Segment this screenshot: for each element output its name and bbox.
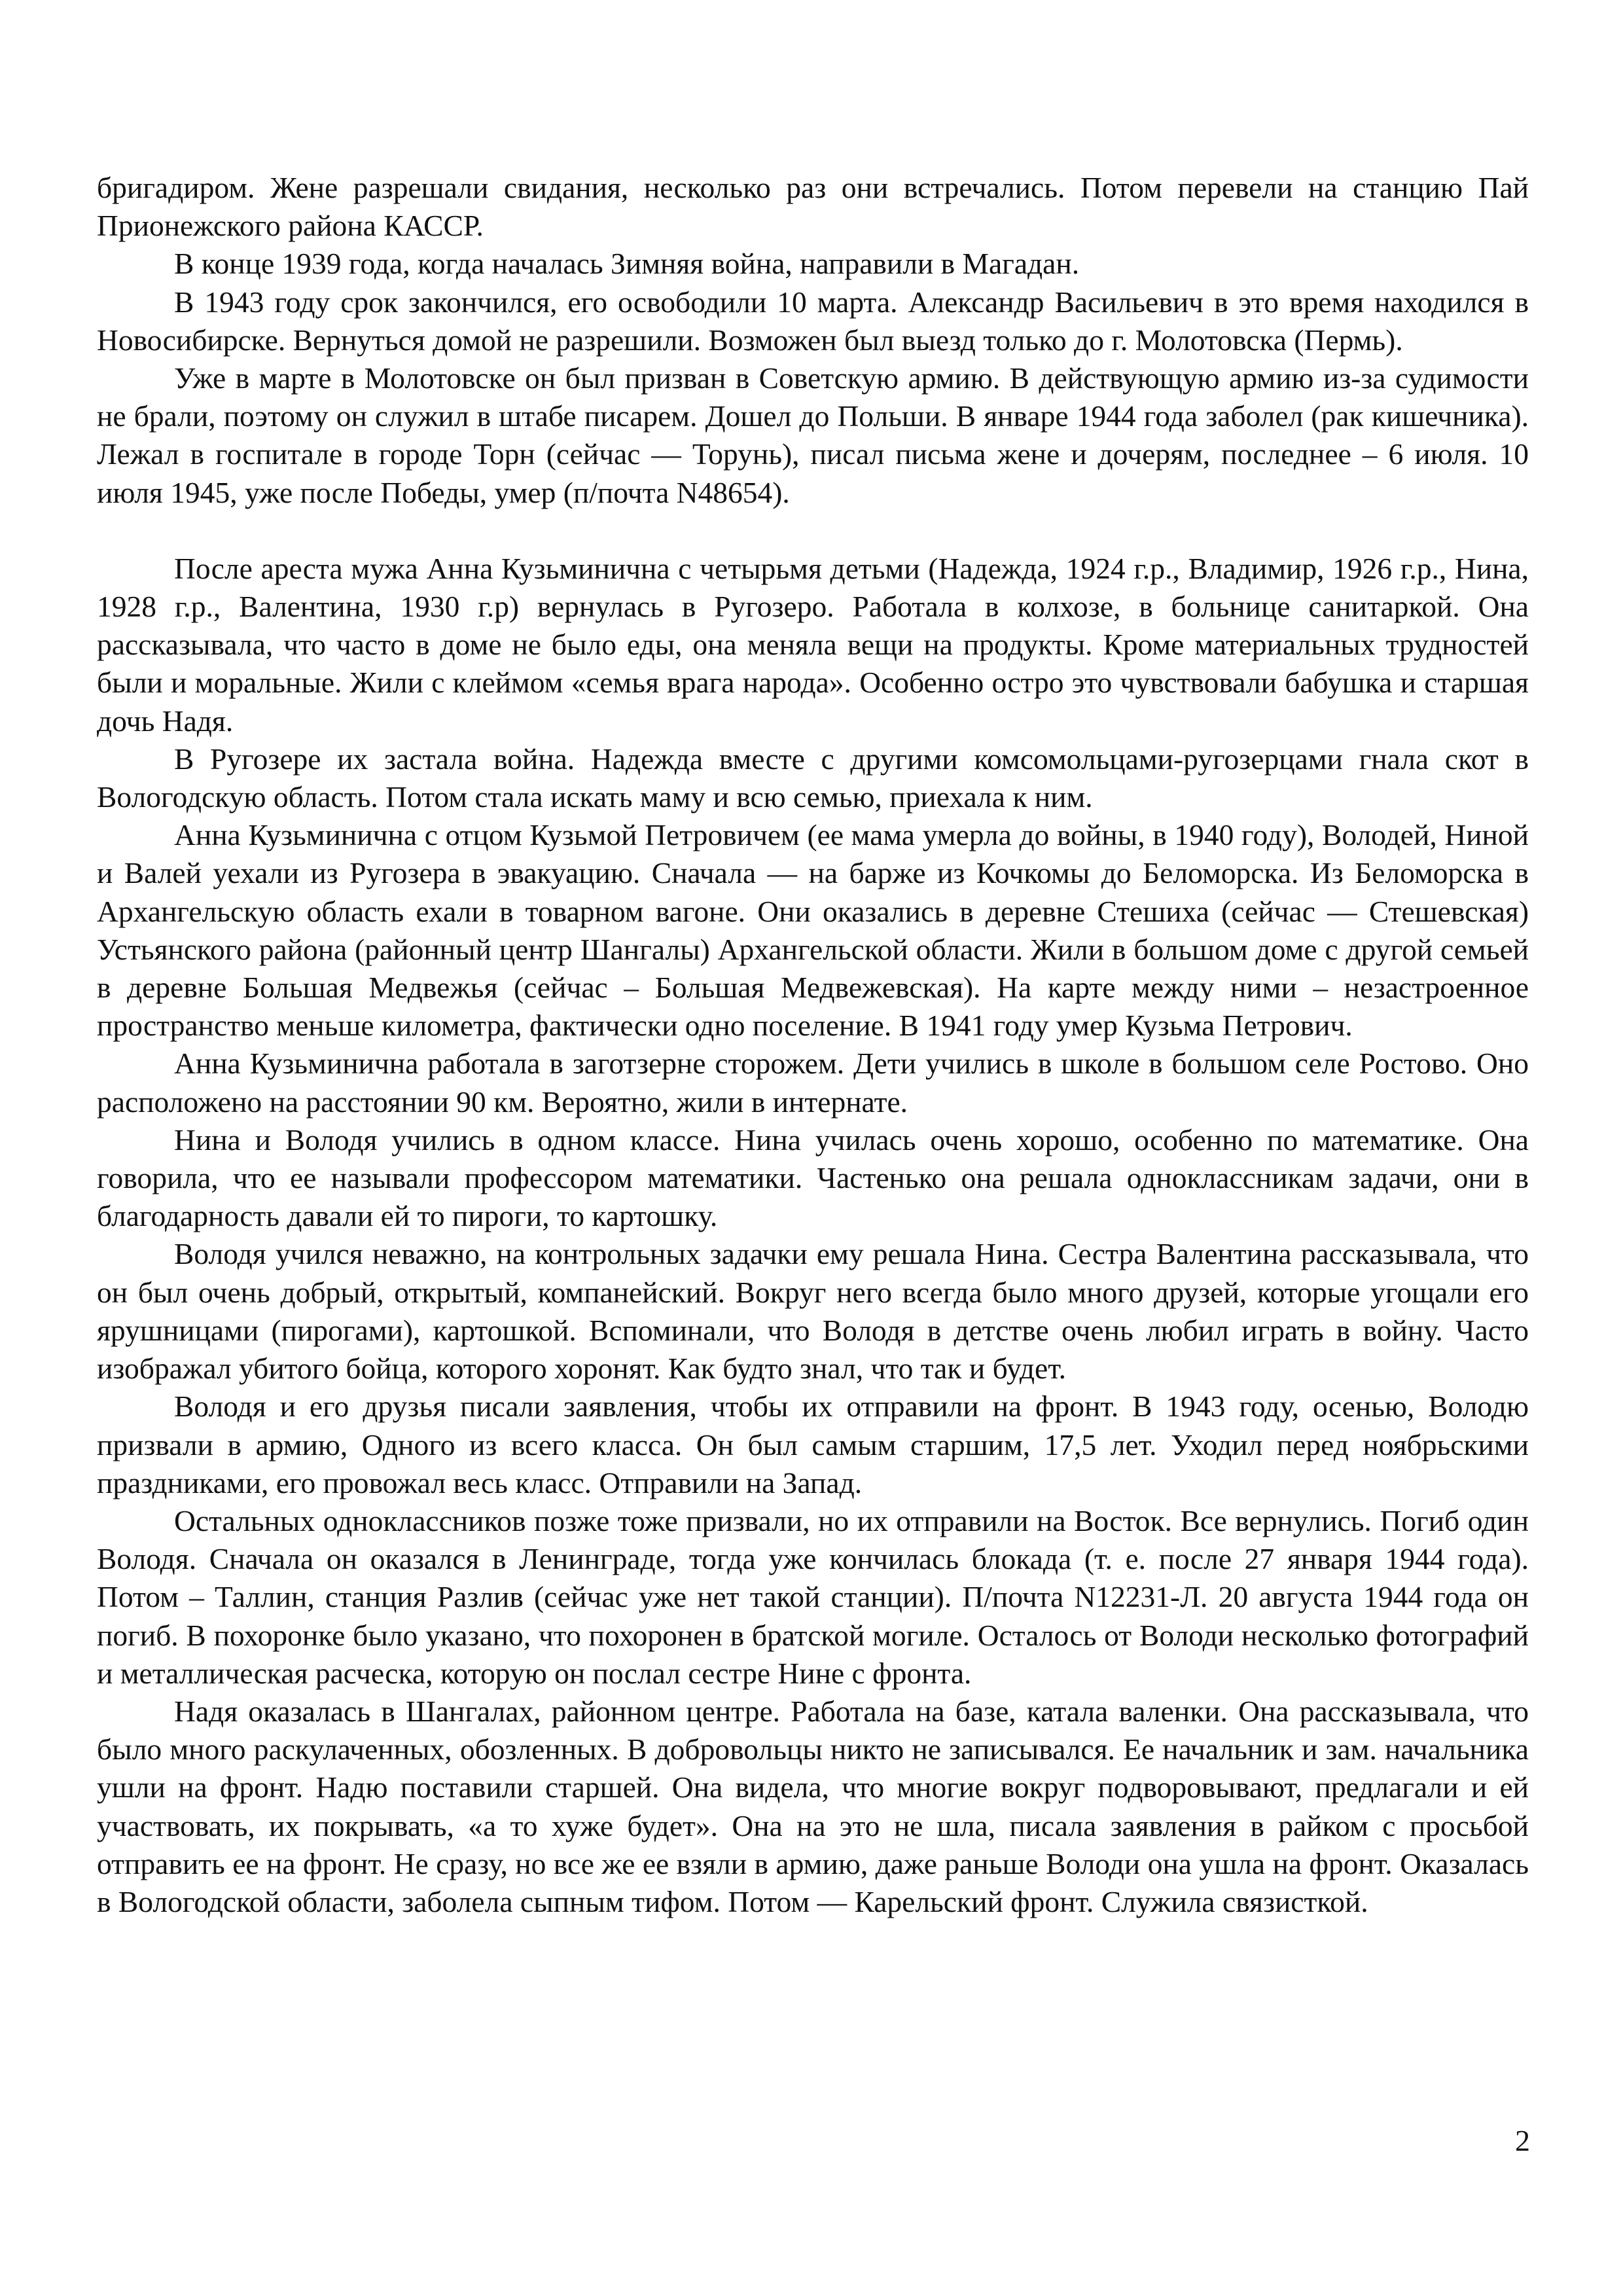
paragraph: В 1943 году срок закончился, его освободили 10 марта. Александр Васильевич в это время находился в Новосибирске. Вернуться домой не разрешили. Возможен был выезд только до г. Молотовска (Пермь). bbox=[97, 285, 1529, 357]
paragraph: Анна Кузьминична с отцом Кузьмой Петровичем (ее мама умерла до войны, в 1940 году), Володей, Ниной и Валей уехали из Ругозера в эвакуацию. Сначала — на барже из Кочкомы до Беломорска. Из Беломорска в Архангельскую область ехали в товарном вагоне. Они оказались в деревне Стешиха (сейчас — Стешевская) Устьянского района (районный центр Шангалы) Архангельской области. Жили в большом доме с другой семьей в деревне Большая Медвежья (сейчас – Большая Медвежевская). На карте между ними – незастроенное пространство меньше километра, фактически одно поселение. В 1941 году умер Кузьма Петрович. bbox=[97, 818, 1529, 1043]
paragraph: После ареста мужа Анна Кузьминична с четырьмя детьми (Надежда, 1924 г.р., Владимир, 1926 г.р., Нина, 1928 г.р., Валентина, 1930 г.р) вернулась в Ругозеро. Работала в колхозе, в больнице санитаркой. Она рассказывала, что часто в доме не было еды, она меняла вещи на продукты. Кроме материальных трудностей были и моральные. Жили с клеймом «семья врага народа». Особенно остро это чувствовали бабушка и старшая дочь Надя. bbox=[97, 551, 1529, 738]
paragraph: В конце 1939 года, когда началась Зимняя война, направили в Магадан. bbox=[174, 247, 1080, 281]
document-page bbox=[97, 169, 1529, 1921]
paragraph: Нина и Володя учились в одном классе. Нина училась очень хорошо, особенно по математике. Она говорила, что ее называли профессором математики. Частенько она решала одноклассникам задачи, они в благодарность давали ей то пироги, то картошку. bbox=[97, 1122, 1529, 1233]
section-spacer bbox=[97, 512, 1529, 550]
paragraph: Володя и его друзья писали заявления, чтобы их отправили на фронт. В 1943 году, осенью, Володю призвали в армию, Одного из всего класса. Он был самым старшим, 17,5 лет. Уходил перед ноябрьскими праздниками, его провожал весь класс. Отправили на Запад. bbox=[97, 1390, 1529, 1499]
paragraph: Остальных одноклассников позже тоже призвали, но их отправили на Восток. Все вернулись. Погиб один Володя. Сначала он оказался в Ленинграде, тогда уже кончилась блокада (т. е. после 27 января 1944 года). Потом – Таллин, станция Разлив (сейчас уже нет такой станции). П/почта N12231-Л. 20 августа 1944 года он погиб. В похоронке было указано, что похоронен в братской могиле. Осталось от Володи несколько фотографий и металлическая расческа, которую он послал сестре Нине с фронта. bbox=[97, 1503, 1529, 1690]
paragraph: бригадиром. Жене разрешали свидания, несколько раз они встречались. Потом перевели на станцию Пай Прионежского района КАССР. bbox=[97, 171, 1529, 243]
paragraph: Уже в марте в Молотовске он был призван в Советскую армию. В действующую армию из-за судимости не брали, поэтому он служил в штабе писарем. Дошел до Польши. В январе 1944 года заболел (рак кишечника). Лежал в госпитале в городе Торн (сейчас — Торунь), писал письма жене и дочерям, последнее – 6 июля. 10 июля 1945, уже после Победы, умер (п/почта N48654). bbox=[97, 361, 1529, 509]
paragraph: В Ругозере их застала война. Надежда вместе с другими комсомольцами-ругозерцами гнала скот в Вологодскую область. Потом стала искать маму и всю семью, приехала к ним. bbox=[97, 742, 1529, 814]
page-number: 2 bbox=[1515, 2124, 1530, 2157]
paragraph: Володя учился неважно, на контрольных задачки ему решала Нина. Сестра Валентина рассказывала, что он был очень добрый, открытый, компанейский. Вокруг него всегда было много друзей, которые угощали его ярушницами (пирогами), картошкой. Вспоминали, что Володя в детстве очень любил играть в войну. Часто изображал убитого бойца, которого хоронят. Как будто знал, что так и будет. bbox=[97, 1237, 1529, 1386]
paragraph: Анна Кузьминична работала в заготзерне сторожем. Дети учились в школе в большом селе Ростово. Оно расположено на расстоянии 90 км. Вероятно, жили в интернате. bbox=[97, 1047, 1529, 1119]
paragraph: Надя оказалась в Шангалах, районном центре. Работала на базе, катала валенки. Она рассказывала, что было много раскулаченных, обозленных. В добровольцы никто не записывался. Ее начальник и зам. начальника ушли на фронт. Надю поставили старшей. Она видела, что многие вокруг подворовывают, предлагали и ей участвовать, их покрывать, «а то хуже будет». Она на это не шла, писала заявления в райком с просьбой отправить ее на фронт. Не сразу, но все же ее взяли в армию, даже раньше Володи она ушла на фронт. Оказалась в Вологодской области, заболела сыпным тифом. Потом — Карельский фронт. Служила связисткой. bbox=[97, 1694, 1529, 1918]
